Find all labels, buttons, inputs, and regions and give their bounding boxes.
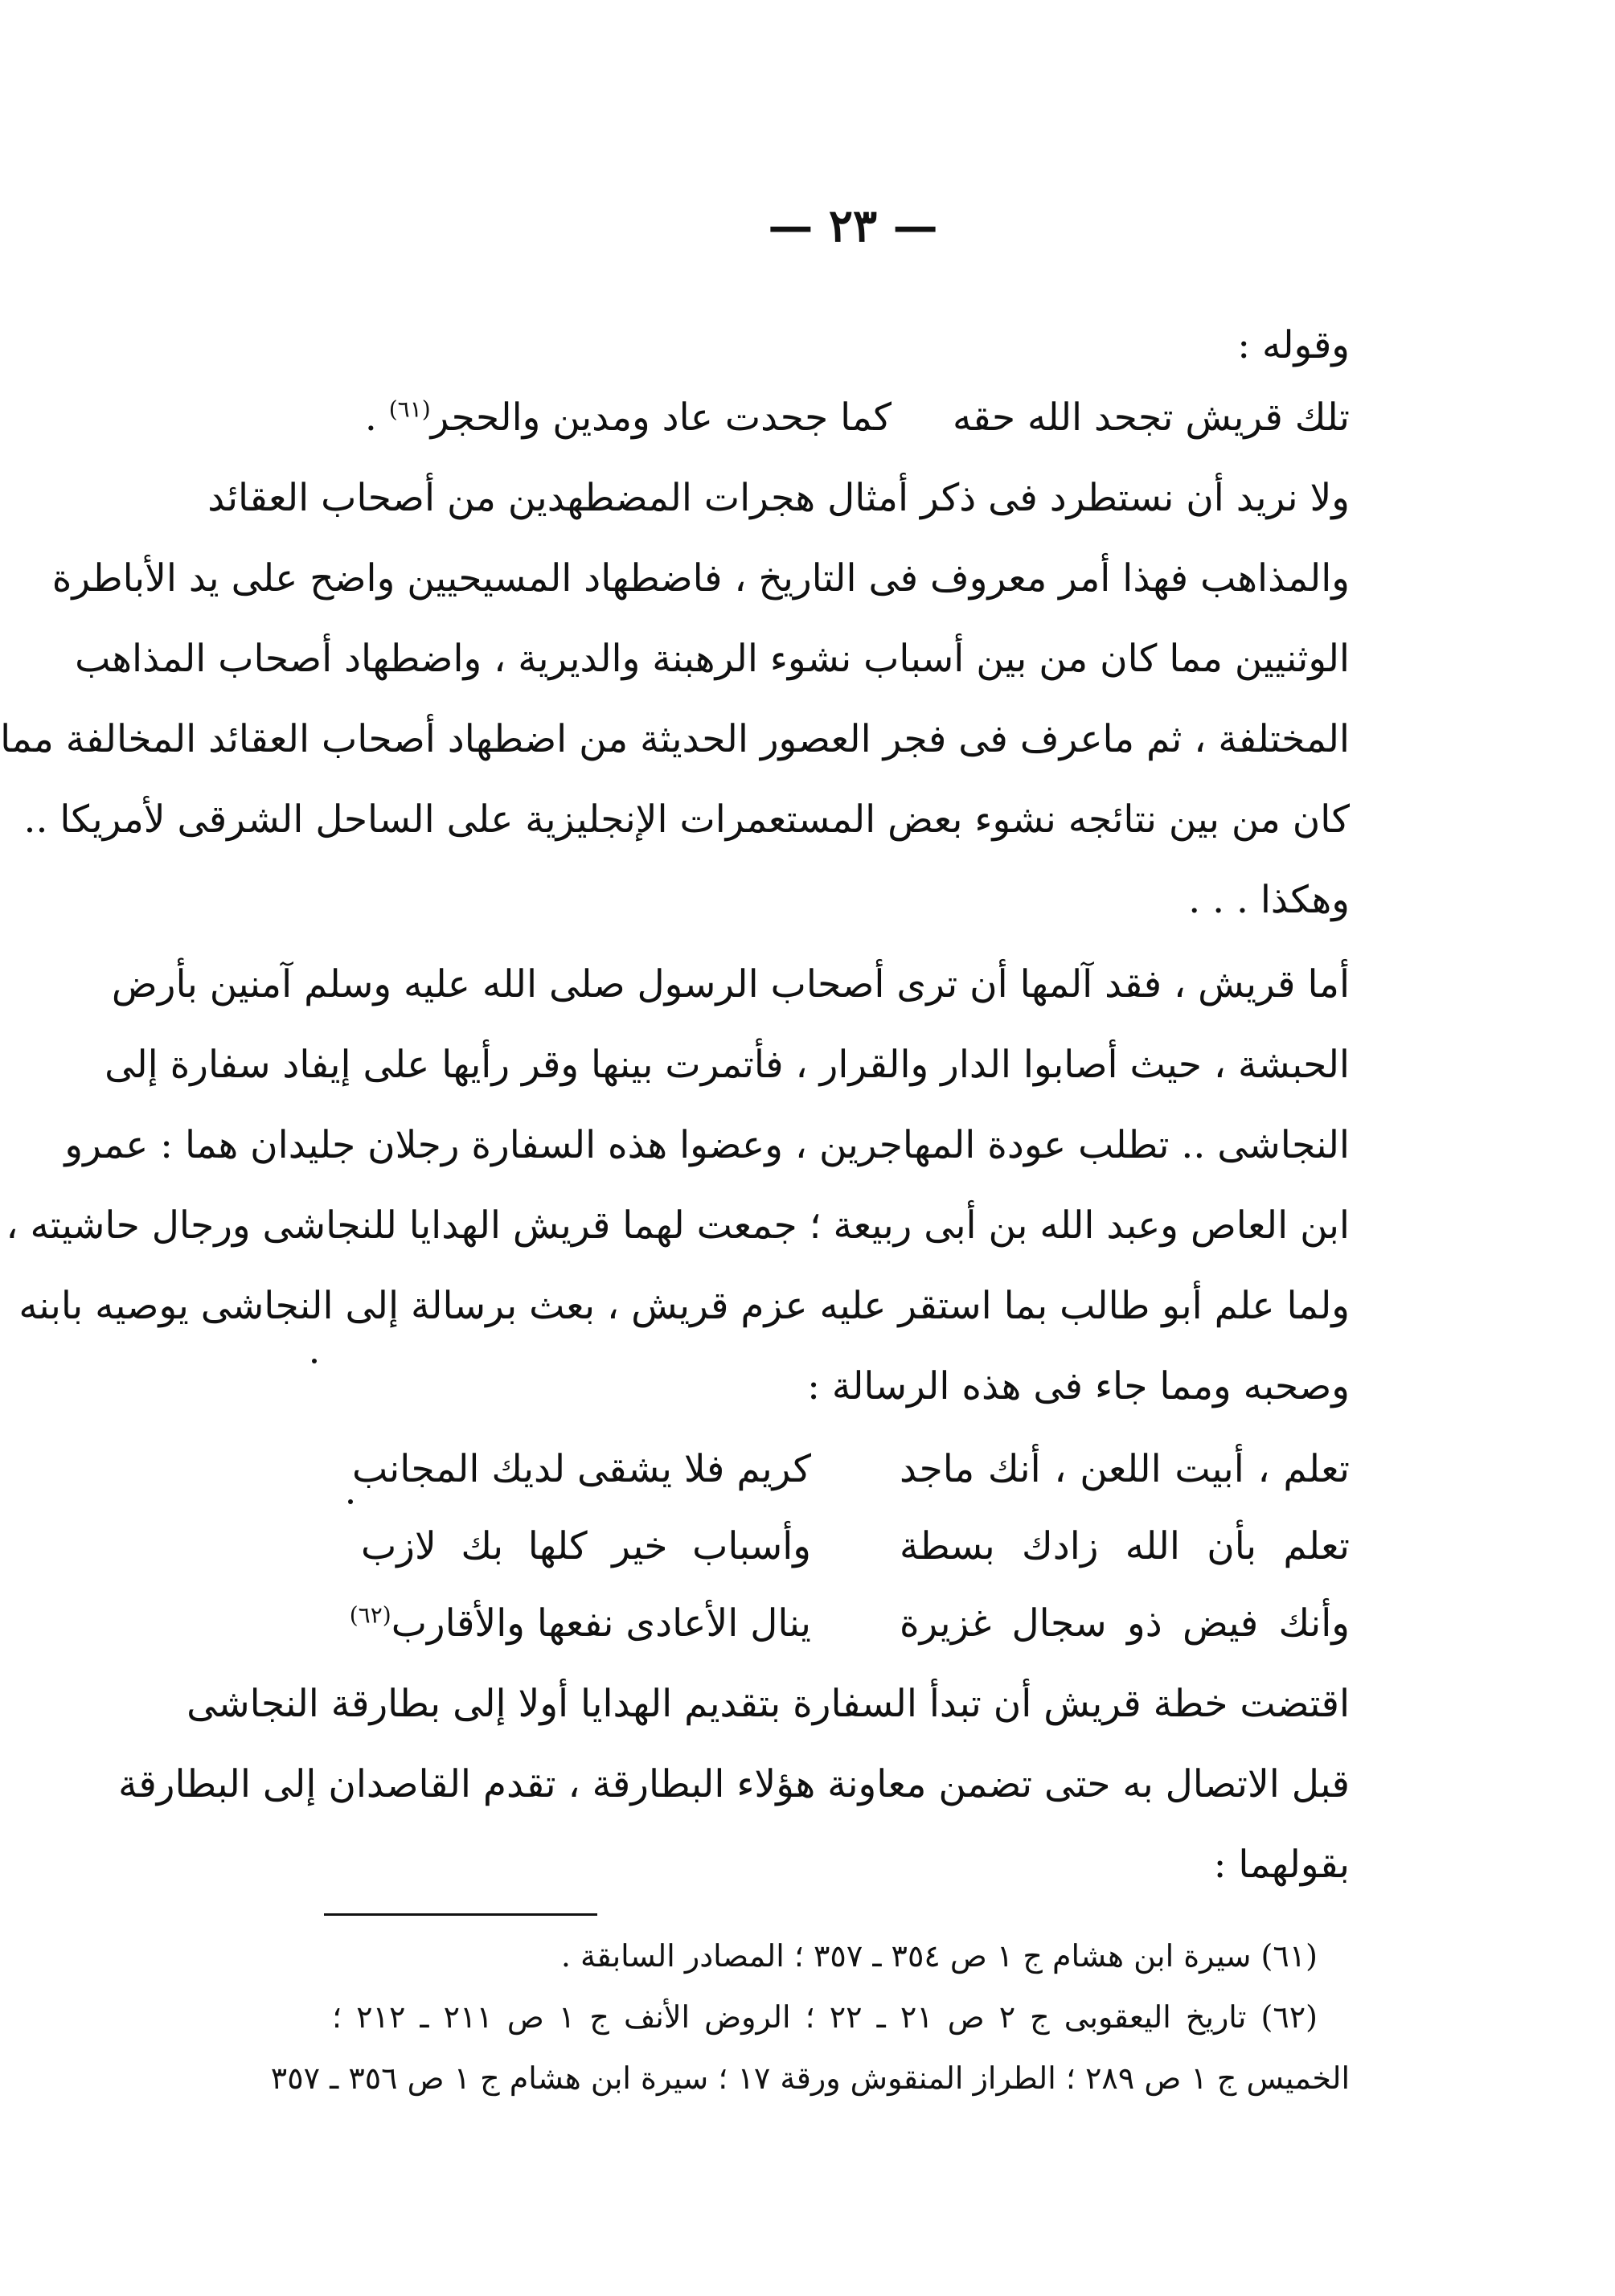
intro-lead-line — [356, 305, 1350, 386]
paragraph-line: ولما علم أبو طالب بما استقر عليه عزم قريش ، بعث برسالة إلى النجاشى يوصيه بابنه — [18, 1284, 1350, 1328]
paragraph-line: الوثنيين مما كان من بين أسباب نشوء الرهبنة والديرية ، واضطهاد أصحاب المذاهب — [75, 637, 1350, 681]
paragraph-line: النجاشى .. تطلب عودة المهاجرين ، وعضوا هذه السفارة رجلان جليدان هما : عمرو — [64, 1123, 1350, 1167]
paragraph-line: ابن العاص وعبد الله بن أبى ربيعة ؛ جمعت لهما قريش الهدايا للنجاشى ورجال حاشيته ، — [6, 1203, 1350, 1248]
footnote-ref-62: (٦٢) — [349, 1601, 391, 1629]
intro-verse-second-text: كما جحدت عاد ومدين والحجر — [430, 396, 892, 440]
footnote-separator — [324, 1913, 597, 1916]
page-number: — ٢٣ — — [768, 199, 938, 252]
poem-first-hemistich: تعلم بأن الله زادك بسطة — [900, 1524, 1350, 1568]
poem-second-hemistich: كريم فلا يشقى لديك المجانب — [351, 1447, 811, 1491]
footnotes — [270, 1925, 1350, 2109]
paragraph-persecution — [0, 458, 1350, 941]
poem-verse — [349, 1585, 1350, 1663]
intro-verse — [361, 378, 1350, 458]
poem — [349, 1431, 1350, 1663]
poem-first-hemistich: تعلم ، أبيت اللعن ، أنك ماجد — [900, 1447, 1350, 1491]
paragraph-line: ولا نريد أن نستطرد فى ذكر أمثال هجرات المضطهدين من أصحاب العقائد — [207, 476, 1350, 520]
footnote-62-continued: الخميس ج ١ ص ٢٨٩ ؛ الطراز المنقوش ورقة ١٧ ؛ سيرة ابن هشام ج ١ ص ٣٥٦ ـ ٣٥٧ — [270, 2060, 1350, 2096]
print-speck — [348, 1499, 353, 1504]
paragraph-line: بقولهما : — [1213, 1843, 1350, 1887]
paragraph-line: أما قريش ، فقد آلمها أن ترى أصحاب الرسول صلى الله عليه وسلم آمنين بأرض — [111, 962, 1350, 1007]
poem-second-hemistich-text: ينال الأعادى نفعها والأقارب — [391, 1601, 811, 1646]
footnote-ref-61: (٦١) — [388, 396, 431, 423]
paragraph-line: المختلفة ، ثم ماعرف فى فجر العصور الحديثة من اضطهاد أصحاب العقائد المخالفة مما — [0, 717, 1350, 761]
intro-verse-end: . — [364, 396, 389, 440]
poem-first-hemistich: وأنك فيض ذو سجال غزيرة — [900, 1601, 1350, 1646]
footnote-62: (٦٢) تاريخ اليعقوبى ج ٢ ص ٢١ ـ ٢٢ ؛ الروض الأنف ج ١ ص ٢١١ ـ ٢١٢ ؛ — [332, 1999, 1318, 2035]
paragraph-line: وصحبه ومما جاء فى هذه الرسالة : — [807, 1364, 1350, 1408]
poem-verse — [361, 1508, 1350, 1585]
paragraph-quraysh-embassy — [6, 945, 1350, 1427]
poem-verse — [351, 1431, 1350, 1508]
paragraph-line: اقتضت خطة قريش أن تبدأ السفارة بتقديم الهدايا أولا إلى بطارقة النجاشى — [187, 1682, 1350, 1726]
paragraph-line: قبل الاتصال به حتى تضمن معاونة هؤلاء البطارقة ، تقدم القاصدان إلى البطارقة — [118, 1762, 1350, 1806]
intro-verse-second-hemistich — [365, 378, 892, 458]
paragraph-line: كان من بين نتائجه نشوء بعض المستعمرات الإنجليزية على الساحل الشرقى لأمريكا .. — [23, 797, 1350, 842]
intro-verse-first-hemistich: تلك قريش تجحد الله حقه — [952, 396, 1350, 440]
print-speck — [312, 1359, 317, 1363]
paragraph-line: والمذاهب فهذا أمر معروف فى التاريخ ، فاضطهاد المسيحيين واضح على يد الأباطرة — [51, 556, 1350, 601]
poem-second-hemistich: وأسباب خير كلها بك لازب — [361, 1524, 811, 1568]
paragraph-line: وهكذا . . . — [1188, 878, 1350, 922]
poem-second-hemistich — [349, 1585, 811, 1663]
paragraph-patricians — [118, 1664, 1350, 1905]
paragraph-line: الحبشة ، حيث أصابوا الدار والقرار ، فأتمرت بينها وقر رأيها على إيفاد سفارة إلى — [105, 1043, 1350, 1087]
footnote-61: (٦١) سيرة ابن هشام ج ١ ص ٣٥٤ ـ ٣٥٧ ؛ المصادر السابقة . — [560, 1938, 1318, 1974]
intro-lead: وقوله : — [1237, 323, 1350, 367]
